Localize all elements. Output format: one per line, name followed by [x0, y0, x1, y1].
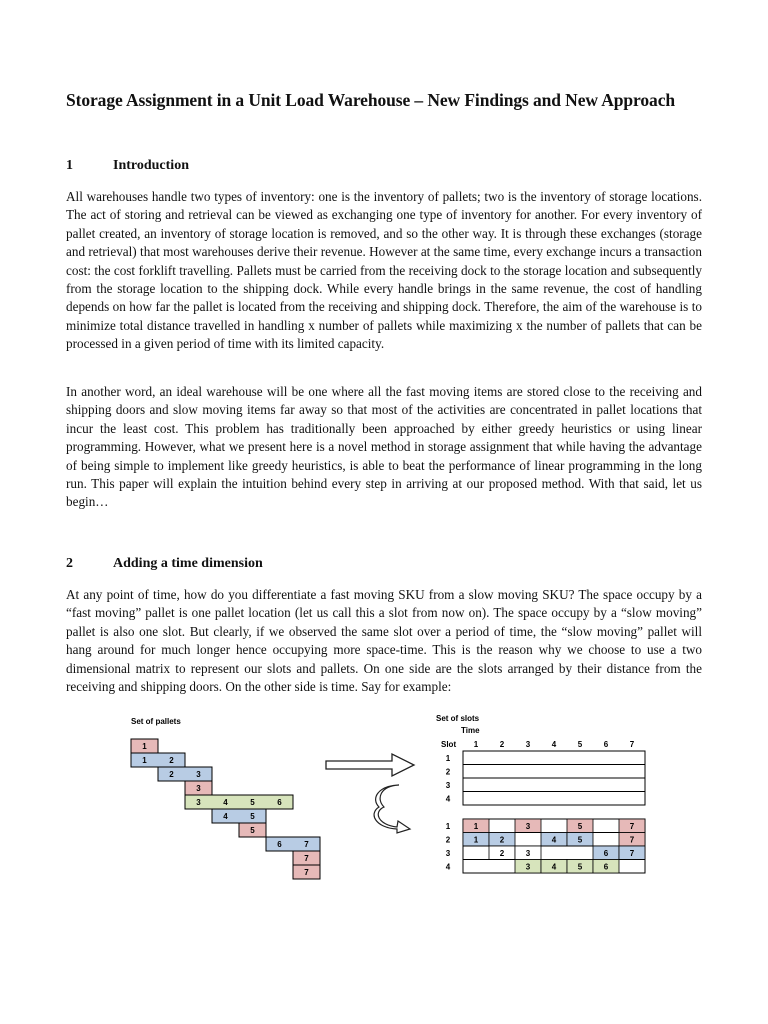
pallet-time-label: 2 — [169, 770, 174, 779]
section-2-number: 2 — [66, 556, 73, 571]
assigned-cell-label: 1 — [473, 835, 479, 845]
pallet-time-label: 1 — [142, 742, 147, 751]
section-1-number: 1 — [66, 158, 73, 173]
assigned-cell-label: 2 — [499, 835, 505, 845]
time-tick-label: 1 — [473, 740, 479, 749]
section-2-paragraph-1: At any point of time, how do you differentiate a fast moving SKU from a slow moving SKU? The space occupy by a “fast moving” pallet is one pallet location (let us call this a slot from now on). The space occupy by a “slow moving” pallet is also one slot. But clearly, if we observed the same slot over a period of time, the “slow moving” pallet will hang around for much longer hence occupying more space-time. This is the reason why we choose to use a two dimensional matrix to represent our slots and pallets. On one side are the slots arranged by their distance from the receiving and shipping doors. On the other side is time. Say for example: — [66, 587, 702, 695]
empty-slot-row — [463, 778, 645, 792]
slot-number-label: 1 — [445, 822, 451, 831]
pallets-title: Set of pallets — [131, 717, 181, 726]
pallet-time-label: 4 — [223, 798, 228, 807]
pallet-time-label: 5 — [250, 826, 255, 835]
time-tick-label: 4 — [551, 740, 557, 749]
assigned-cell-label: 7 — [629, 822, 635, 831]
pallet-time-label: 4 — [223, 812, 228, 821]
pallet-bar — [158, 767, 212, 781]
slot-number-label: 1 — [445, 754, 451, 763]
section-1-paragraph-2: In another word, an ideal warehouse will be one where all the fast moving items are stored close to the receiving and shipping doors and slow moving items far away so that most of the activities are concentrated in pallet locations that incur the least cost. This problem has traditionally been approached by either greedy heuristics or using linear programming. However, what we present here is a novel method in storage assignment that while having the advantage of being simple to implement like greedy heuristics, is able to beat the performance of linear programming in the long run. This paper will explain the intuition behind every step in arriving at our proposed method. With that said, let us begin… — [66, 384, 702, 510]
pallet-time-label: 5 — [250, 798, 255, 807]
assigned-cell-label: 6 — [603, 849, 609, 858]
assigned-cell-label: 3 — [525, 862, 531, 872]
assigned-cell-label: 7 — [629, 849, 635, 858]
curved-arrow-icon — [374, 785, 410, 833]
slot-number-label: 3 — [445, 781, 451, 790]
section-1-title: Introduction — [113, 158, 189, 173]
slot-number-label: 2 — [445, 835, 451, 845]
slot-label: Slot — [441, 740, 457, 749]
pallet-bar — [266, 837, 320, 851]
slot-number-label: 4 — [445, 862, 451, 872]
section-2-heading — [66, 556, 263, 572]
pallet-time-label: 6 — [277, 840, 282, 849]
pallet-time-label: 7 — [304, 840, 309, 849]
time-tick-label: 3 — [525, 740, 531, 749]
assigned-cell-label: 3 — [525, 849, 531, 858]
slots-title: Set of slots — [436, 714, 480, 723]
assigned-slot-row — [463, 819, 645, 833]
pallet-time-label: 3 — [196, 798, 201, 807]
pallet-time-label: 7 — [304, 854, 309, 863]
pallet-time-label: 7 — [304, 868, 309, 877]
pallet-slot-figure — [0, 700, 768, 900]
assigned-cell-label: 5 — [577, 862, 583, 872]
assigned-cell-label: 5 — [577, 822, 583, 831]
time-label: Time — [461, 726, 480, 735]
empty-slot-row — [463, 765, 645, 779]
section-2-title: Adding a time dimension — [113, 556, 263, 571]
pallet-time-label: 1 — [142, 756, 147, 765]
pallet-bar — [131, 753, 185, 767]
slot-number-label: 2 — [445, 767, 451, 777]
assigned-cell-label: 4 — [551, 835, 557, 845]
assigned-cell-label: 5 — [577, 835, 583, 845]
time-tick-label: 5 — [577, 740, 583, 749]
right-arrow-icon — [326, 754, 414, 776]
empty-slot-row — [463, 751, 645, 765]
section-1-heading — [66, 158, 189, 174]
section-1-paragraph-1: All warehouses handle two types of inventory: one is the inventory of pallets; two is the inventory of storage locations. The act of storing and retrieval can be viewed as exchanging one type of inventory for another. For every inventory of pallet created, an inventory of storage location is removed, and so the other way. It is through these exchanges (storage and retrieval) that most warehouses derive their revenue. However at the same time, every exchange incurs a transaction cost: the cost forklift travelling. Pallets must be carried from the receiving dock to the storage location and subsequently from the storage location to the shipping dock. While every handle brings in the same revenue, the cost of handling depends on how far the pallet is located from the receiving and shipping dock. Therefore, the aim of the warehouse is to minimize total distance travelled in handling x number of pallets while maximizing x the number of pallets that can be processed in a given period of time with its limited capacity. — [66, 189, 702, 352]
time-tick-label: 7 — [629, 740, 635, 749]
slot-number-label: 3 — [445, 849, 451, 858]
pallet-time-label: 2 — [169, 756, 174, 765]
pallet-time-label: 6 — [277, 798, 282, 807]
pallet-time-label: 3 — [196, 770, 201, 779]
pallet-time-label: 3 — [196, 784, 201, 793]
pallet-time-label: 5 — [250, 812, 255, 821]
time-tick-label: 6 — [603, 740, 609, 749]
empty-slot-row — [463, 792, 645, 806]
assigned-cell-label: 1 — [473, 822, 479, 831]
assigned-cell-label: 4 — [551, 862, 557, 872]
assigned-cell-label: 7 — [629, 835, 635, 845]
paper-title: Storage Assignment in a Unit Load Warehouse – New Findings and New Approach — [66, 90, 675, 110]
time-tick-label: 2 — [499, 740, 505, 749]
pallet-bar — [212, 809, 266, 823]
slot-number-label: 4 — [445, 794, 451, 804]
assigned-cell-label: 2 — [499, 849, 505, 858]
assigned-cell-label: 6 — [603, 862, 609, 872]
assigned-cell-label: 3 — [525, 822, 531, 831]
